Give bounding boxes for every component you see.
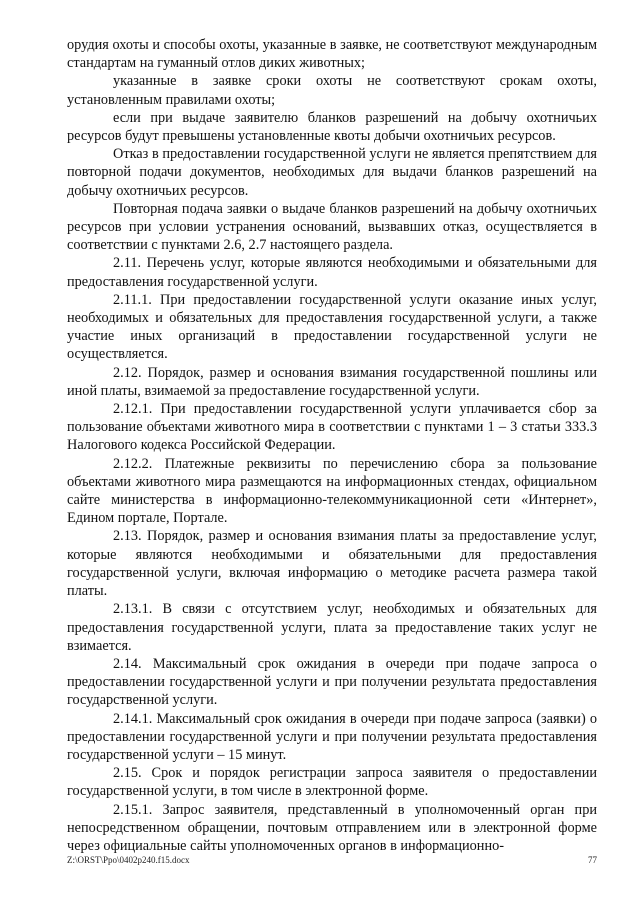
paragraph: 2.12.2. Платежные реквизиты по перечислению сбора за пользование объектами животного мира размещаются на информационных стендах, официальном сайте министерства в информационно-телекоммуникационной сети «Интернет», Едином портале, Портале.: [67, 455, 597, 527]
paragraph: 2.15. Срок и порядок регистрации запроса заявителя о предоставлении государственной услуги, в том числе в электронной форме.: [67, 765, 597, 800]
paragraph: 2.11.1. При предоставлении государственной услуги оказание иных услуг, необходимых и обязательных для предоставления государственной услуги, а также участие иных организаций в предоставлении государственной услуги не осуществляется.: [67, 291, 597, 363]
footer-file-path: Z:\ORST\Ppo\0402p240.f15.docx: [67, 855, 190, 865]
paragraph: Отказ в предоставлении государственной услуги не является препятствием для повторной подачи документов, необходимых для выдачи бланков разрешений на добычу охотничьих ресурсов.: [67, 146, 597, 199]
page-number: 77: [588, 855, 597, 865]
paragraph: Повторная подача заявки о выдаче бланков разрешений на добычу охотничьих ресурсов при условии устранения оснований, вызвавших отказ, осуществляется в соответствии с пунктами 2.6, 2.7 настоящего раздела.: [67, 200, 597, 254]
paragraph: 2.12. Порядок, размер и основания взимания государственной пошлины или иной платы, взимаемой за предоставление государственной услуги.: [67, 364, 597, 399]
paragraph: 2.14.1. Максимальный срок ожидания в очереди при подаче запроса (заявки) о предоставлении государственной услуги и при получении результата предоставления государственной услуги – 15 минут.: [67, 710, 597, 763]
paragraph: 2.13. Порядок, размер и основания взимания платы за предоставление услуг, которые являются необходимыми и обязательными для предоставления государственной услуги, включая информацию о методике расчета размера такой платы.: [67, 528, 597, 600]
paragraph: орудия охоты и способы охоты, указанные в заявке, не соответствуют международным стандартам на гуманный отлов диких животных;: [67, 37, 597, 72]
paragraph: 2.14. Максимальный срок ожидания в очереди при подаче запроса о предоставлении государственной услуги и при получении результата предоставления государственной услуги.: [67, 655, 597, 709]
paragraph: если при выдаче заявителю бланков разрешений на добычу охотничьих ресурсов будут превышены установленные квоты добычи охотничьих ресурсов.: [67, 109, 597, 145]
paragraph: 2.13.1. В связи с отсутствием услуг, необходимых и обязательных для предоставления государственной услуги, плата за предоставление таких услуг не взимается.: [67, 601, 597, 654]
page-footer: [67, 855, 597, 865]
paragraph: 2.12.1. При предоставлении государственной услуги уплачивается сбор за пользование объектами животного мира в соответствии с пунктами 1 – 3 статьи 333.3 Налогового кодекса Российской Федерации.: [67, 401, 597, 454]
paragraph: указанные в заявке сроки охоты не соответствуют срокам охоты, установленным правилами охоты;: [67, 73, 597, 108]
paragraph: 2.15.1. Запрос заявителя, представленный в уполномоченный орган при непосредственном обращении, почтовым отправлением или в электронной форме через официальные сайты уполномоченных органов в информационно-: [67, 801, 597, 854]
paragraph: 2.11. Перечень услуг, которые являются необходимыми и обязательными для предоставления государственной услуги.: [67, 255, 597, 290]
document-page: [67, 36, 597, 855]
